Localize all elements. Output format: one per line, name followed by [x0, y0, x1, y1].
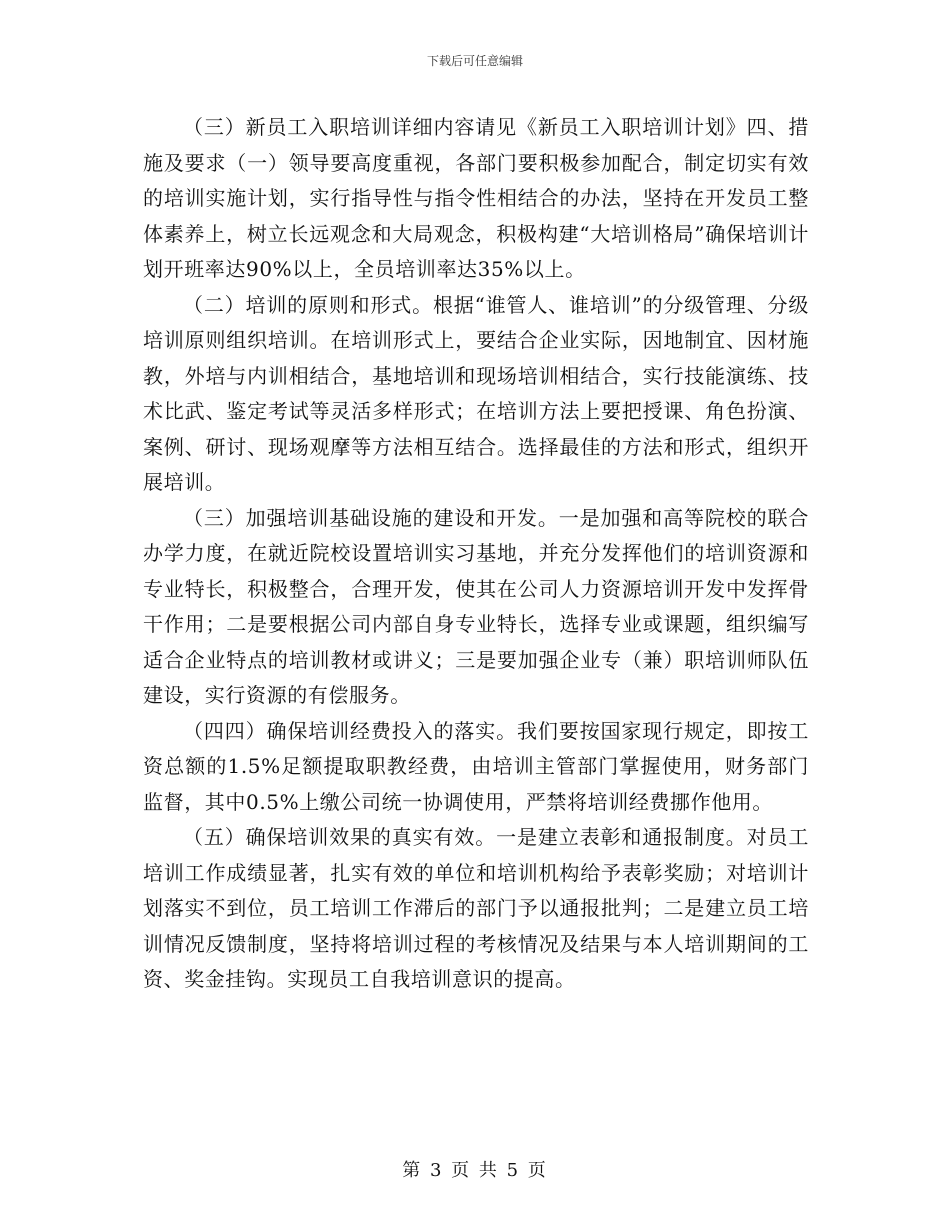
- page-number: 第 3 页 共 5 页: [402, 1160, 548, 1181]
- page-header: 下载后可任意编辑: [426, 54, 523, 68]
- paragraph-training-principles: （二）培训的原则和形式。根据“谁管人、谁培训”的分级管理、分级培训原则组织培训。在培训形式上，要结合企业实际，因地制宜、因材施教，外培与内训相结合，基地培训和现场培训相结合，实行技能演练、技术比武、鉴定考试等灵活多样形式；在培训方法上要把授课、角色扮演、案例、研讨、现场观摩等方法相互结合。选择最佳的方法和形式，组织开展培训。: [143, 292, 809, 494]
- paragraph-training-funding: （四四）确保培训经费投入的落实。我们要按国家现行规定，即按工资总额的1.5%足额提取职教经费，由培训主管部门掌握使用，财务部门监督，其中0.5%上缴公司统一协调使用，严禁将培训经费挪作他用。: [143, 718, 809, 814]
- paragraph-training-effectiveness: （五）确保培训效果的真实有效。一是建立表彰和通报制度。对员工培训工作成绩显著，扎实有效的单位和培训机构给予表彰奖励；对培训计划落实不到位，员工培训工作滞后的部门予以通报批判；二是建立员工培训情况反馈制度，坚持将培训过程的考核情况及结果与本人培训期间的工资、奖金挂钩。实现员工自我培训意识的提高。: [143, 825, 809, 991]
- paragraph-new-employee-training: （三）新员工入职培训详细内容请见《新员工入职培训计划》四、措施及要求（一）领导要高度重视，各部门要积极参加配合，制定切实有效的培训实施计划，实行指导性与指令性相结合的办法，坚持在开发员工整体素养上，树立长远观念和大局观念，积极构建“大培训格局”确保培训计划开班率达90%以上，全员培训率达35%以上。: [143, 115, 809, 281]
- paragraph-training-infrastructure: （三）加强培训基础设施的建设和开发。一是加强和高等院校的联合办学力度，在就近院校设置培训实习基地，并充分发挥他们的培训资源和专业特长，积极整合，合理开发，使其在公司人力资源培训开发中发挥骨干作用；二是要根据公司内部自身专业特长，选择专业或课题，组织编写适合企业特点的培训教材或讲义；三是要加强企业专（兼）职培训师队伍建设，实行资源的有偿服务。: [143, 505, 809, 707]
- document-body: [143, 110, 809, 998]
